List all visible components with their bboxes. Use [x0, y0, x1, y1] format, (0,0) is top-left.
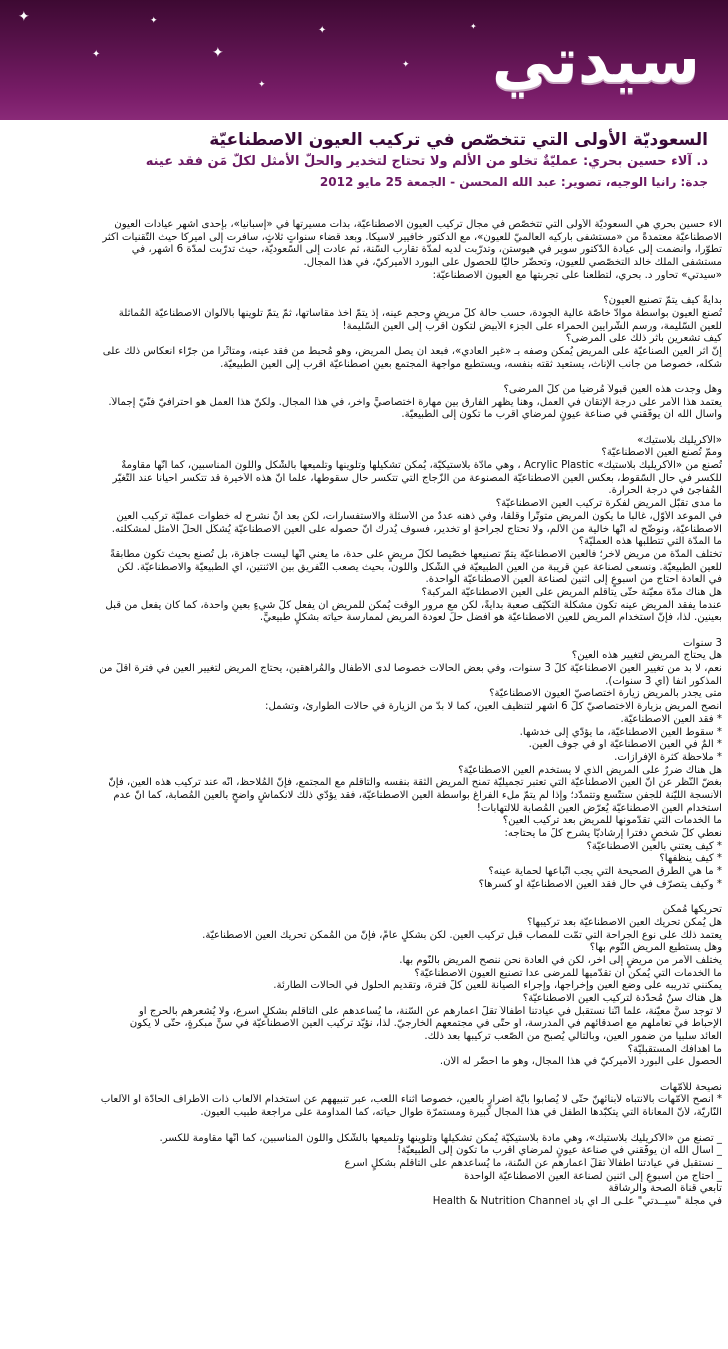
article-line: _ نستقبل في عيادتنا أطفالاً تقلّ أعمارهم عن السّنة، ما يُساعدهم على التأقلم بشكلٍ أسرع	[344, 1157, 722, 1169]
article-line: _ تصنع من «الأكريليك بلاستيك»، وهي مادة بلاستيكيّة يُمكن تشكيلها وتلوينها وتلميعها بالشّكل واللون المناسبين، كما أنّها مقاومة للكسر.	[159, 1132, 722, 1144]
article-line: متى يجدر بالمريض زيارة اختصاصيّ العيون الاصطناعيّة؟	[489, 688, 722, 700]
paragraph-gap	[10, 422, 722, 435]
article-line: ما أهدافك المستقبليّة؟	[627, 1043, 722, 1055]
article-line: * كيف يعتني بالعين الاصطناعيّة؟	[586, 840, 722, 852]
article-line: تُصنع العيون بواسطة موادّ خاصّة عالية الجودة، حسب حالة كلّ مريضٍ وحجم عينه، إذ يتمّ أخذ مقاساتها، ثمّ يتمّ تلوينها بالألوان الاصطناعيّة المُماثلة	[118, 307, 722, 319]
article-line: في مجلة "سيــدتي" علـى الـ أي باد Health & Nutrition Channel	[432, 1195, 722, 1207]
sparkle-icon: ✦	[18, 9, 30, 25]
article-line: تطوّراً، وانضمت إلى عيادة الدّكتور سوير في هيوستن، وتدرّبت لديه لمدّة تقارب السّنة، ثم عادت إلى السّعوديّة، حيث تدرّبت لمدّة 6 أشهر، في	[131, 244, 722, 256]
article-line: * كيف ينظّفها؟	[659, 853, 722, 865]
article-line: ما الخدمات التي يُمكن أن تقدّميها للمرضى عدا تصنيع العيون الاصطناعيّة؟	[414, 967, 722, 979]
article-line: يختلف الأمر من مريضٍ إلى آخر، لكن في العادة نحن ننصح المريض بالنّوم بها.	[399, 954, 722, 966]
article-line: وهل يستطيع المريض النّوم بها؟	[589, 942, 722, 954]
article-line: للعين السّليمة، ورسم الشّرايين الحمراء على الجزء الأبيض لتكون أقرب إلى العين السّليمة!	[342, 320, 722, 332]
article-line: يمكنني تدريبه على وضع العين وإخراجها، وإجراء الصيانة للعين كلّ فترة، وتقديم الحلول في الحالات الطارئة.	[273, 980, 722, 992]
article-line: تختلف المدّة من مريض لآخر؛ فالعين الاصطناعيّة يتمّ تصنيعها خصّيصاً لكلّ مريضٍ على حدة، ما يعني أنّها ليست جاهزة، بل تُصنع بحيث تكون مطابقةً	[109, 548, 722, 560]
paragraph-gap	[10, 371, 722, 384]
article-line: * ألمٌ في العين الاصطناعيّة أو في جوف العين.	[528, 739, 722, 751]
article-header	[20, 128, 708, 192]
paragraph-gap	[10, 625, 722, 638]
article-line: تابعي قناة الصحة والرشاقة	[608, 1183, 722, 1195]
article-line: المذكور آنفاً (أي 3 سنوات).	[605, 675, 722, 687]
article-line: ما الخدمات التي تقدّمونها للمريض بعد تركيب العين؟	[502, 815, 722, 827]
article-line: 3 سنوات	[682, 637, 722, 649]
paragraph-gap	[10, 1069, 722, 1082]
article-line: شكله، خصوصاً من جانب الإناث، يستعيد ثقته بنفسه، ويستطيع مواجهة المجتمع بعينٍ اصطناعيّة أقرب إلى العين الطبيعيّة.	[220, 358, 722, 370]
article-line: للكسر في حال السّقوط، بعكس العين الاصطناعيّة المصنوعة من الزّجاج التي تتكسر حال سقوطها، علماً أنّ هذه الأخيرة قد تتكسر أحياناً عند التّغيّر	[112, 472, 722, 484]
article-line: «سيدتي» تحاور د. بحري، لتطلعنا على تجربتها مع العيون الاصطناعيّة:	[432, 269, 722, 281]
article-line: كيف تشعرين بأثر ذلك على المرضى؟	[565, 333, 722, 345]
article-line: _ أسأل الله أن يوفّقني في صناعة عيونٍ لمرضاي أقرب ما تكون إلى الطبيعيّة!	[397, 1145, 722, 1157]
article-line: بعينين. لذا، فإنّ استخدام المريض للعين الاصطناعيّة هو أفضل حلٍّ لعودة المريض لممارسة حياته بشكلٍ طبيعيٍّ.	[259, 612, 722, 624]
article-line: المُفاجئ في درجة الحرارة.	[608, 485, 722, 497]
article-line: * ملاحظة كثرة الإفرازات.	[614, 751, 722, 763]
article-line: عندما يفقد المريض عينه تكون مشكلة التكيّف صعبة بدايةً، لكن مع مرور الوقت يُمكن للمريض أن يفعل كلّ شيءٍ بعينٍ واحدة، كما كان يفعل من قبل	[105, 599, 722, 611]
article-line: النّاريّة، لأنّ المعاناة التي يتكبّدها الطّفل في هذا المجال كبيرة ومستمرّة طوال حياته، كما المداومة على مراجعة طبيب العيون.	[200, 1107, 722, 1119]
sparkle-icon: ✦	[150, 16, 158, 26]
article-line: «الأكريليك بلاستيك»	[637, 434, 722, 446]
site-logo[interactable]	[491, 18, 700, 104]
article-body	[10, 219, 722, 1209]
paragraph-gap	[10, 891, 722, 904]
article-line: وهل وجدت هذه العين قبولاً مُرضياً من كلّ المرضى؟	[503, 383, 722, 395]
article-line: يعتمد هذا الأمر على درجة الإتقان في العمل، وهنا يظهر الفارق بين مهارة اختصاصيٍّ وآخر، في هذا المجال. ولكنّ هذا العمل هو احترافيّ فنّيّ إجمالاً.	[108, 396, 722, 408]
article-line: * فقد العين الاصطناعيّة.	[620, 713, 722, 725]
article-line: الحصول على البورد الأميركيّ في هذا المجال، وهو ما أحضّر له الآن.	[439, 1056, 722, 1068]
article-line: هل هناك ضررٌ على المريض الذي لا يستخدم العين الاصطناعيّة؟	[458, 764, 722, 776]
article-line: يعتمد ذلك على نوع الجراحة التي تمّت للمصاب قبل تركيب العين. لكن بشكلٍ عامٍّ، فإنّ من المُمكن تحريك العين الاصطناعيّة.	[202, 929, 722, 941]
article-line: الإحباط في تعاملهم مع أصدقائهم في المدرسة، أو حتّى في مجتمعهم الخارجيّ. لذا، نؤيّد تركيب العين الاصطناعيّة في سنٍّ مبكرةٍ، حتّى لا يكون	[129, 1018, 722, 1030]
paragraph-gap	[10, 1120, 722, 1133]
article-line: تُصنع من «الأكريليك بلاستيك» Acrylic Plastic ، وهي مادّة بلاستيكيّة، يُمكن تشكيلها وتلوينها وتلميعها بالشّكل واللون المناسبين، كما أنّها مقاومةٌ	[121, 460, 722, 472]
article-line: بغضّ النّظر عن أنّ العين الاصطناعيّة التي تعتبر تجميليّة تمنح المريض الثقة بنفسه والتأقلم مع المجتمع، فإنّ المُلاحظ، أنّه عند تركيب هذه العين، فإنّ	[108, 777, 722, 789]
article-line: ما مدى تقبّل المريض لفكرة تركيب العين الاصطناعيّة؟	[495, 498, 722, 510]
article-title: السعوديّة الأولى التي تتخصّص في تركيب العيون الاصطناعيّة	[209, 130, 708, 150]
article-line: في العادة أحتاج من أسبوعٍ إلى اثنين لصناعة العين الاصطناعيّة الواحدة.	[425, 574, 722, 586]
paragraph-gap	[10, 282, 722, 295]
article-line: أنصح المريض بزيارة الاختصاصيّ كلّ 6 أشهر لتنظيف العين، كما لا بدّ من الزيارة في حالات الطوارئ، وتشمل:	[265, 701, 722, 713]
article-line: بدايةً كيف يتمّ تصنيع العيون؟	[603, 295, 722, 307]
article-line: في الموعد الأوّل، غالباً ما يكون المريض متوتّراً وقلقاً، وفي ذهنه عددٌ من الأسئلة والاستفسارات، لكن بعد أنْ نشرح له خطوات عمليّة تركيب العين	[116, 510, 722, 522]
article-line: تحريكها مُمكن	[662, 904, 722, 916]
article-line: نعم، لا بد من تغيير العين الاصطناعيّة كلّ 3 سنوات، وفي بعض الحالات خصوصاً لدى الأطفال والمُراهقين، يحتاج المريض لتغيير العين في فترة أقلّ من	[99, 663, 722, 675]
article-line: للعين الطبيعيّة. ونسعى لصناعة عينٍ قريبة من العين الطبيعيّة في الشّكل واللون، بحيث يصعب التّفريق بين الاثنتين، أي الطبيعيّة والاصطناعيّة. لكن	[117, 561, 722, 573]
article-line: * ما هي الطرق الصحيحة التي يجب اتّباعها لحماية عينه؟	[488, 866, 722, 878]
article-line: هل يُمكن تحريك العين الاصطناعيّة بعد تركيبها؟	[527, 916, 722, 928]
article-line: وممّ تُصنع العين الاصطناعيّة؟	[601, 447, 722, 459]
logo-text: سيدتي	[491, 24, 700, 97]
article-subtitle: د. آلاء حسين بحري: عمليّةٌ تخلو من الألم ولا تحتاج لتخدير والحلّ الأمثل لكلّ مَن فقد عينه	[145, 154, 708, 169]
article-line: هل يحتاج المريض لتغيير هذه العين؟	[571, 650, 722, 662]
sparkle-icon: ✦	[92, 49, 101, 60]
article-line: هل هناك مدّة معيّنة حتّى يتأقلم المريض على العين الاصطناعيّة المركبة؟	[421, 586, 722, 598]
article-line: استخدام العين الاصطناعيّة يُعرّض العين المُصابة للالتهابات!	[476, 802, 722, 814]
article-credit: جدة: رانيا الوجيه، تصوير: عبد الله المحسن - الجمعة 25 مايو 2012	[319, 175, 708, 189]
article-line: لا توجد سنٌّ معيّنة، علماً أنّنا نستقبل في عيادتنا أطفالاً تقلّ أعمارهم عن السّنة، ما يُساعدهم على التأقلم بشكلٍ أسرع، ولا يُشعرهم بالحرج أو	[138, 1005, 722, 1017]
article-line: العائد سلبياً من ضمور العين، وبالتالي يُصبح من الصّعب تركيبها بعد ذلك.	[424, 1031, 722, 1042]
header-banner	[0, 0, 728, 120]
sparkle-icon: ✦	[470, 22, 477, 31]
article-line: هل هناك سنٌ مُحدّدة لتركيب العين الاصطناعيّة؟	[522, 992, 722, 1004]
article-line: * سقوط العين الاصطناعيّة، ما يؤدّي إلى خدشها.	[519, 726, 722, 738]
sparkle-icon: ✦	[212, 45, 224, 61]
sparkle-icon: ✦	[318, 25, 327, 36]
article-line: الاصطناعيّة، ونوضّح له أنّها خالية من الألم، ولا تحتاج لجراحةٍ أو تخدير، فسوف يُدرك أنّ حصوله على العين الاصطناعيّة يُشكّل الحلّ الأمثل لمشكلته.	[111, 523, 722, 535]
article-line: مستشفى الملك خالد التخصّصي للعيون، وتحضّر حاليّاً للحصول على البورد الأميركيّ، في هذا المجال.	[303, 257, 722, 269]
article-line: نصيحة للأمّهات	[659, 1081, 722, 1093]
article-line: الأنسجة اللّيّنة للجفن ستتّسع وتتمدّد؛ وإذا لم يتمّ ملء الفراغ بواسطة العين الاصطناعيّة، فقد يؤدّي ذلك لانكماشٍ واضحٍ بالعين المُصابة، كما أنّ عدم	[113, 789, 722, 801]
article-line: نعطي كلّ شخصٍ دفتراً إرشاديّاً يشرح كلّ ما يحتاجه:	[504, 828, 722, 839]
article-line: الاصطناعيّة معتمدةً من «مستشفى باركيه العالميّ للعيون»، مع الدكتور خافيير لاسيكا. وبعد قضاء سنواتٍ ثلاثٍ، سافرت إلى أميركا حيث التّقنيات أكثر	[102, 231, 722, 243]
article-line: وأسأل الله أن يوفّقني في صناعة عيونٍ لمرضاي أقرب ما تكون إلى الطبيعيّة.	[401, 409, 722, 421]
article-line: ما المدّة التي تتطلّبها هذه العمليّة؟	[578, 536, 722, 548]
article-line: _ أحتاج من أسبوعٍ إلى اثنين لصناعة العين الاصطناعيّة الواحدة	[464, 1170, 722, 1182]
article-line: * أنصح الأمّهات بالانتباه لأبنائهنّ حتّى لا يُصابوا بأيّة أضرارٍ بالعين، خصوصاً أثناء اللعب، عبر تنبيههم عن استخدام الألعاب ذات الأطراف الحادّة أو الألعاب	[100, 1094, 722, 1106]
article-line: * وكيف يتصرّف في حال فقد العين الاصطناعيّة أو كسرها؟	[478, 878, 722, 890]
sparkle-icon: ✦	[402, 60, 410, 70]
article-line: إنّ أثر العين الصناعيّة على المريض يُمكن وصفه بـ «غير العادي»، فبعد أن يصل المريض، وهو مُحبطٌ من فقد عينه، ومتأثّراً من جرّاء انعكاس ذلك على	[102, 345, 722, 357]
article-line: آلاء حسين بحري هي السعوديّة الأولى التي تتخصّص في مجال تركيب العيون الاصطناعيّة، بدأت مسيرتها في «إسبانيا»، بإحدى أشهر عيادات العيون	[114, 219, 722, 230]
sparkle-icon: ✦	[258, 80, 266, 90]
